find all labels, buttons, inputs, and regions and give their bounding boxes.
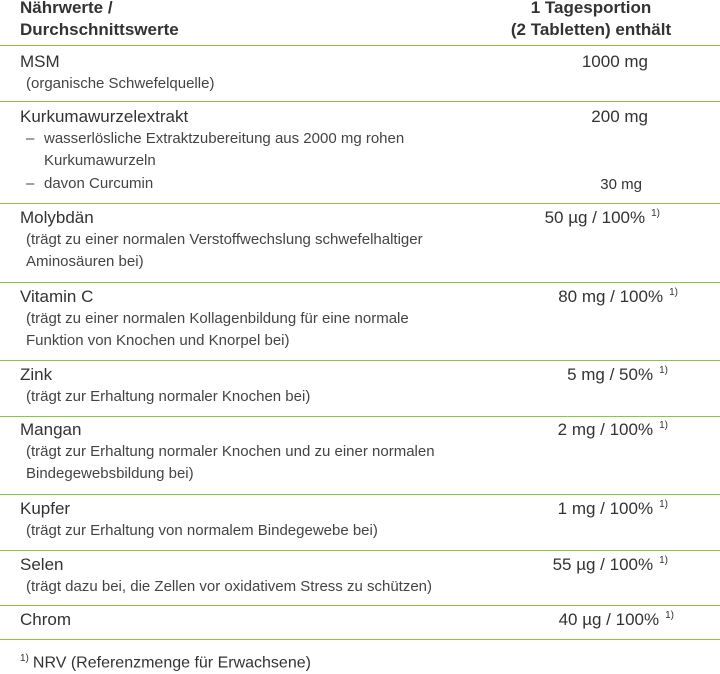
row-sub-value: 30 mg xyxy=(600,176,642,193)
row-value xyxy=(558,286,678,308)
value-text: 80 mg / 100% xyxy=(558,287,664,306)
row-desc: (trägt zu einer normalen Verstoffwechslung schwefelhaltiger xyxy=(26,231,423,248)
table-row-vitamin-c xyxy=(0,283,720,361)
table-row-kurkuma xyxy=(0,102,720,204)
row-name: Zink xyxy=(20,365,53,384)
row-name: Chrom xyxy=(20,610,72,629)
dash: – xyxy=(26,175,35,192)
row-desc: (trägt zur Erhaltung normaler Knochen bei) xyxy=(26,388,311,405)
table-row-selen xyxy=(0,551,720,606)
row-value: 1000 mg xyxy=(581,52,648,71)
row-desc: Bindegewebsbildung bei) xyxy=(26,465,194,482)
table-row-kupfer xyxy=(0,495,720,551)
footnote-ref: 1) xyxy=(659,499,668,511)
footnote-ref: 1) xyxy=(665,610,674,622)
sub-text: Kurkumawurzeln xyxy=(44,152,156,169)
row-desc: (trägt zu einer normalen Kollagenbildung für eine normale xyxy=(26,310,409,327)
value-text: 55 µg / 100% xyxy=(552,555,654,574)
value-text: 5 mg / 50% xyxy=(567,365,654,384)
header-right-line2: (2 Tabletten) enthält xyxy=(510,20,672,39)
header-right xyxy=(476,0,706,41)
row-name: MSM xyxy=(20,52,60,71)
footnote-ref: 1) xyxy=(659,420,668,432)
row-value xyxy=(559,609,674,631)
row-name: Kupfer xyxy=(20,499,71,518)
row-name: Molybdän xyxy=(20,208,94,227)
footnote-ref: 1) xyxy=(659,365,668,377)
header-right-line1: 1 Tagesportion xyxy=(530,0,652,17)
value-text: 40 µg / 100% xyxy=(558,610,660,629)
header-left-line1: Nährwerte / xyxy=(20,0,113,17)
table-header xyxy=(0,0,720,46)
row-desc: (trägt zur Erhaltung von normalem Bindegewebe bei) xyxy=(26,522,378,539)
row-value xyxy=(567,364,668,386)
sub-text: davon Curcumin xyxy=(44,175,154,192)
row-desc: (trägt dazu bei, die Zellen vor oxidativem Stress zu schützen) xyxy=(26,578,433,595)
row-desc: Aminosäuren bei) xyxy=(26,253,144,270)
row-name: Vitamin C xyxy=(20,287,94,306)
footnote-ref: 1) xyxy=(651,208,660,220)
row-desc: (organische Schwefelquelle) xyxy=(26,75,215,92)
value-text: 50 µg / 100% xyxy=(544,208,646,227)
row-name: Kurkumawurzelextrakt xyxy=(20,107,189,126)
table-row-chrom xyxy=(0,606,720,640)
row-name: Selen xyxy=(20,555,64,574)
sub-text: wasserlösliche Extraktzubereitung aus 2000 mg rohen xyxy=(44,130,405,147)
footnote xyxy=(20,648,311,674)
row-value xyxy=(558,498,668,520)
footnote-text: NRV (Referenzmenge für Erwachsene) xyxy=(32,654,311,672)
dash: – xyxy=(26,130,35,147)
header-left-line2: Durchschnittswerte xyxy=(20,20,179,39)
table-row-mangan xyxy=(0,417,720,495)
row-desc: (trägt zur Erhaltung normaler Knochen und zu einer normalen xyxy=(26,443,435,460)
value-text: 2 mg / 100% xyxy=(557,420,654,439)
table-row-molybdaen xyxy=(0,204,720,283)
table-row-zink xyxy=(0,361,720,417)
footnote-ref: 1) xyxy=(669,287,678,299)
row-value: 200 mg xyxy=(591,107,648,126)
row-value xyxy=(553,554,668,576)
header-left xyxy=(20,0,179,41)
value-text: 1 mg / 100% xyxy=(557,499,654,518)
row-name: Mangan xyxy=(20,420,82,439)
footnote-mark: 1) xyxy=(20,653,29,664)
row-desc: Funktion von Knochen und Knorpel bei) xyxy=(26,332,290,349)
row-value xyxy=(558,419,668,441)
row-value xyxy=(545,207,660,229)
table-row-msm xyxy=(0,46,720,102)
footnote-ref: 1) xyxy=(659,555,668,567)
